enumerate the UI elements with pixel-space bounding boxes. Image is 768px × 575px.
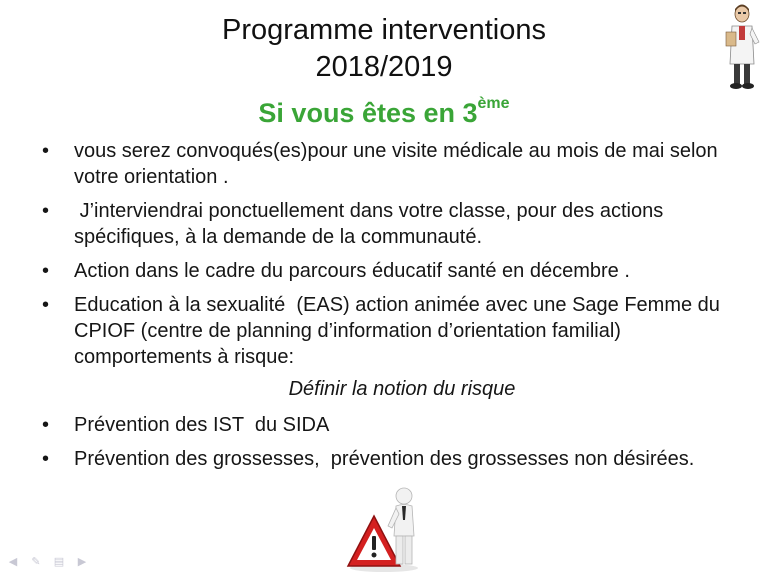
doctor-clipart-icon [722,2,762,92]
bullet-text: J’interviendrai ponctuellement dans votre classe, pour des actions spécifiques, à la demande de la communauté. [74,200,669,248]
pen-icon[interactable]: ✎ [31,555,41,568]
list-item [40,412,730,438]
centered-italic-line: Définir la notion du risque [288,378,516,400]
nav-previous-icon[interactable]: ◀ [8,555,18,568]
slide-subtitle [0,88,768,133]
bullet-symbol: • [42,414,50,436]
warning-sign-figure-icon [344,486,426,572]
bullet-symbol: • [42,140,50,162]
list-item [40,258,730,284]
nav-next-icon[interactable]: ▶ [77,555,87,568]
subtitle-text: Si vous êtes en 3 [258,98,478,128]
title-block [0,12,768,133]
bullet-text: Action dans le cadre du parcours éducatif santé en décembre . [74,260,630,282]
slide-nav-controls [6,555,89,569]
subtitle-superscript: ème [477,95,510,112]
list-item [40,446,730,472]
bullet-symbol: • [42,448,50,470]
slides-menu-icon[interactable]: ▤ [53,555,65,568]
bullet-list [40,138,730,480]
slide-title-line-2: 2018/2019 [315,51,453,83]
list-item [40,292,730,370]
list-item [40,198,730,250]
list-item [40,138,730,190]
slide-title-line-1: Programme interventions [222,14,546,46]
bullet-text: Education à la sexualité (EAS) action animée avec une Sage Femme du CPIOF (centre de planning d’information d’orientation familial) comportements à risque: [74,294,726,368]
bullet-symbol: • [42,260,50,282]
bullet-symbol: • [42,294,50,316]
bullet-symbol: • [42,200,50,222]
bullet-text: Prévention des grossesses, prévention des grossesses non désirées. [74,448,695,470]
bullet-text: vous serez convoqués(es)pour une visite médicale au mois de mai selon votre orientation . [74,140,718,188]
bullet-text: Prévention des IST du SIDA [74,414,330,436]
